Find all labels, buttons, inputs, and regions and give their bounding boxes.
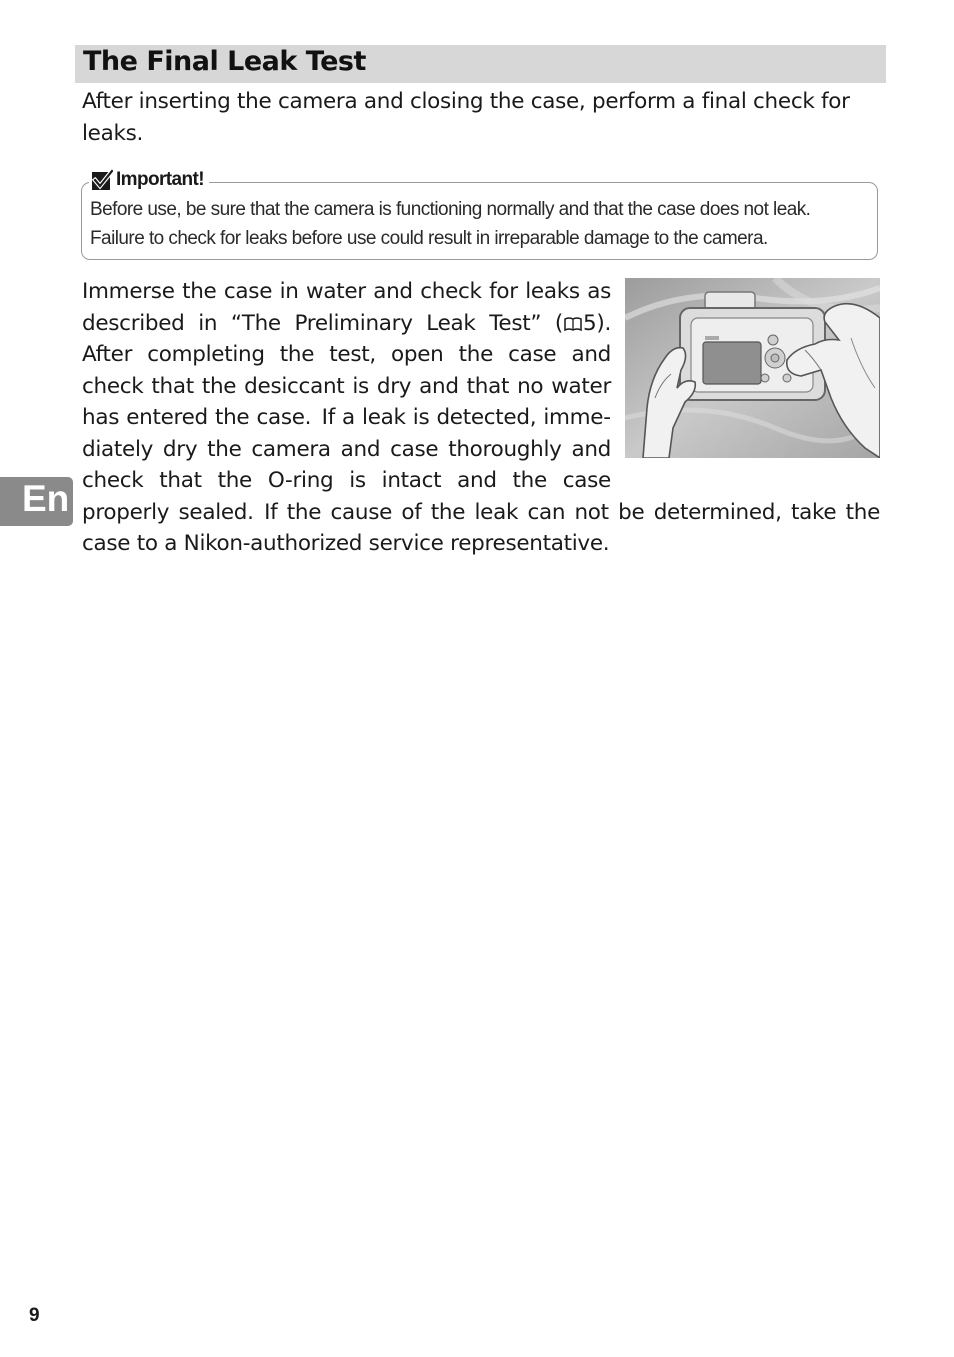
language-tab	[0, 477, 73, 526]
important-note-line-2: Failure to check for leaks before use could result in irreparable damage to the camera.	[90, 228, 768, 249]
important-note-label	[89, 169, 209, 191]
important-note-line-1: Before use, be sure that the camera is functioning normally and that the case does not leak.	[90, 199, 811, 220]
language-tab-label: En	[22, 478, 70, 519]
checkbox-check-icon	[91, 169, 113, 191]
open-book-icon	[563, 316, 583, 332]
important-label-text: Important!	[116, 169, 204, 190]
important-note-text	[90, 195, 880, 253]
camera-in-case-illustration	[625, 278, 880, 458]
body-text-part-1: Immerse the case in water and check for leaks as described in “The Preliminary Leak Test” (	[82, 279, 611, 336]
section-heading-bar	[75, 45, 886, 83]
body-text-part-2: ). After completing the test, open the case and check that the desiccant is dry and that no water has entered the case. If a leak is detected, immediately dry the camera and case thoroughly and check that the O-ring is intact and the case properly sealed. If the cause of the leak can not be determined, take the case to a Nikon-authorized service representative.	[82, 310, 880, 556]
page-number: 9	[29, 1305, 40, 1326]
intro-paragraph: After inserting the camera and closing the case, perform a final check for leaks.	[82, 89, 850, 146]
page-reference[interactable]: 5	[582, 310, 597, 336]
body-paragraph	[82, 276, 880, 560]
section-heading: The Final Leak Test	[83, 46, 366, 77]
